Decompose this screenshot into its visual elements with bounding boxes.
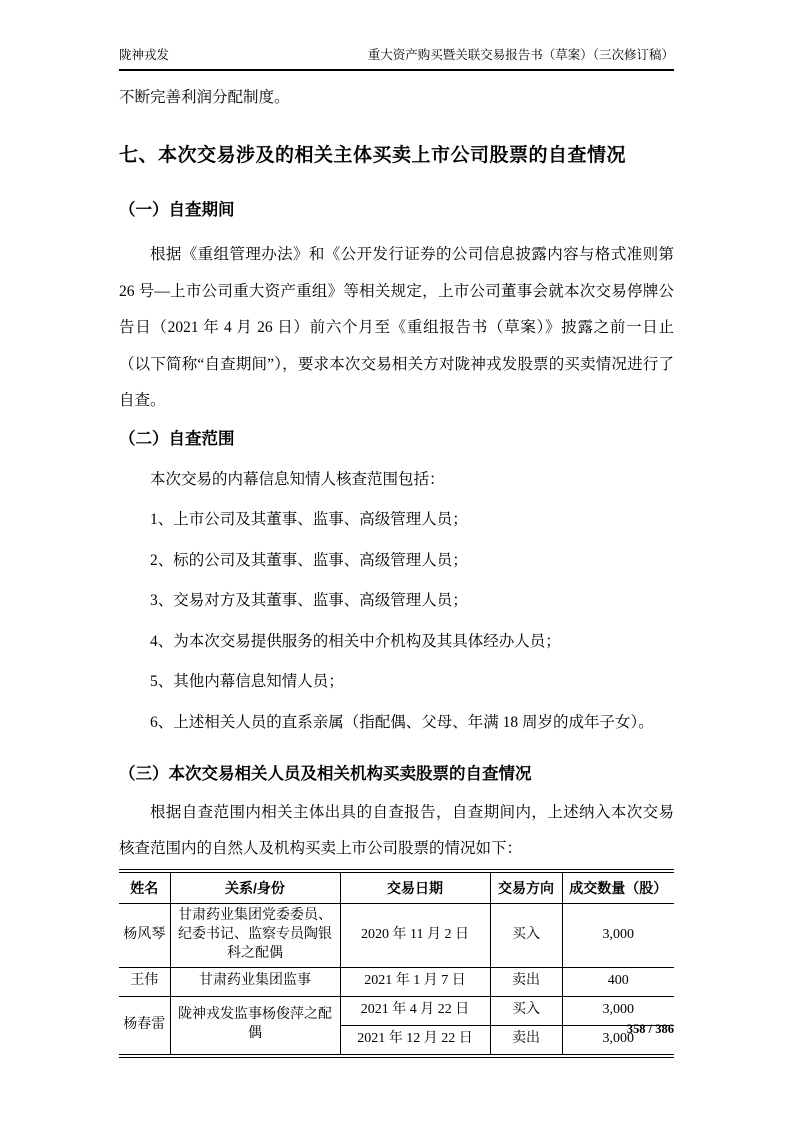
subsection-3-title: （三）本次交易相关人员及相关机构买卖股票的自查情况 — [119, 765, 532, 783]
cell-date: 2021 年 1 月 7 日 — [340, 967, 490, 996]
subsection-1-paragraph: 根据《重组管理办法》和《公开发行证券的公司信息披露内容与格式准则第 26 号—上市公司重大资产重组》等相关规定，上市公司董事会就本次交易停牌公告日（2021 年 4 月 26 日）前六个月至《重组报告书（草案）》披露之前一日止（以下简称“自查期间”），要求本次交易相关方对陇神戎发股票的买卖情况进行了自查。 — [119, 246, 674, 409]
scope-list-item-3: 3、交易对方及其董事、监事、高级管理人员； — [150, 592, 468, 609]
cell-date: 2020 年 11 月 2 日 — [340, 904, 490, 968]
scope-list-item-4: 4、为本次交易提供服务的相关中介机构及其具体经办人员； — [150, 632, 561, 650]
stock-trading-table — [119, 869, 674, 1058]
scope-list-item-2: 2、标的公司及其董事、监事、高级管理人员； — [150, 551, 468, 569]
subsection-2-paragraph: 本次交易的内幕信息知情人核查范围包括： — [150, 470, 445, 488]
cell-name: 杨风琴 — [119, 904, 170, 968]
subsection-3-paragraph: 根据自查范围内相关主体出具的自查报告，自查期间内，上述纳入本次交易核查范围内的自然人及机构买卖上市公司股票的情况如下： — [119, 804, 674, 857]
cell-direction: 卖出 — [490, 1025, 562, 1056]
cell-direction: 卖出 — [490, 967, 562, 996]
intro-paragraph: 不断完善利润分配制度。 — [119, 89, 290, 106]
cell-relation: 陇神戎发监事杨俊萍之配偶 — [170, 996, 340, 1056]
col-header-name: 姓名 — [119, 871, 170, 904]
cell-quantity: 3,000 — [562, 1025, 674, 1056]
cell-name: 杨春雷 — [119, 996, 170, 1056]
scope-list-item-6: 6、上述相关人员的直系亲属（指配偶、父母、年满 18 周岁的成年子女）。 — [150, 713, 654, 731]
cell-quantity: 3,000 — [562, 904, 674, 968]
col-header-relation: 关系/身份 — [170, 871, 340, 904]
col-header-direction: 交易方向 — [490, 871, 562, 904]
table-header-row — [119, 871, 674, 904]
cell-name: 王伟 — [119, 967, 170, 996]
scope-list-item-1: 1、上市公司及其董事、监事、高级管理人员； — [150, 511, 468, 528]
table-row — [119, 996, 674, 1025]
page-header — [119, 46, 674, 71]
cell-date: 2021 年 12 月 22 日 — [340, 1025, 490, 1056]
table-row — [119, 967, 674, 996]
header-company-name: 陇神戎发 — [119, 48, 170, 62]
subsection-2-title: （二）自查范围 — [119, 429, 235, 448]
page-number: 358 / 386 — [626, 1022, 674, 1036]
cell-relation: 甘肃药业集团党委委员、纪委书记、监察专员陶银科之配偶 — [170, 904, 340, 968]
subsection-1-title: （一）自查期间 — [119, 201, 235, 219]
cell-quantity: 3,000 — [562, 996, 674, 1025]
cell-direction: 买入 — [490, 996, 562, 1025]
cell-relation: 甘肃药业集团监事 — [170, 967, 340, 996]
col-header-date: 交易日期 — [340, 871, 490, 904]
col-header-quantity: 成交数量（股） — [562, 871, 674, 904]
table-row — [119, 904, 674, 968]
cell-direction: 买入 — [490, 904, 562, 968]
header-report-title: 重大资产购买暨关联交易报告书（草案）（三次修订稿） — [367, 48, 674, 62]
section-title: 七、本次交易涉及的相关主体买卖上市公司股票的自查情况 — [119, 145, 627, 166]
scope-list-item-5: 5、其他内幕信息知情人员； — [150, 673, 344, 690]
cell-quantity: 400 — [562, 967, 674, 996]
cell-date: 2021 年 4 月 22 日 — [340, 996, 490, 1025]
